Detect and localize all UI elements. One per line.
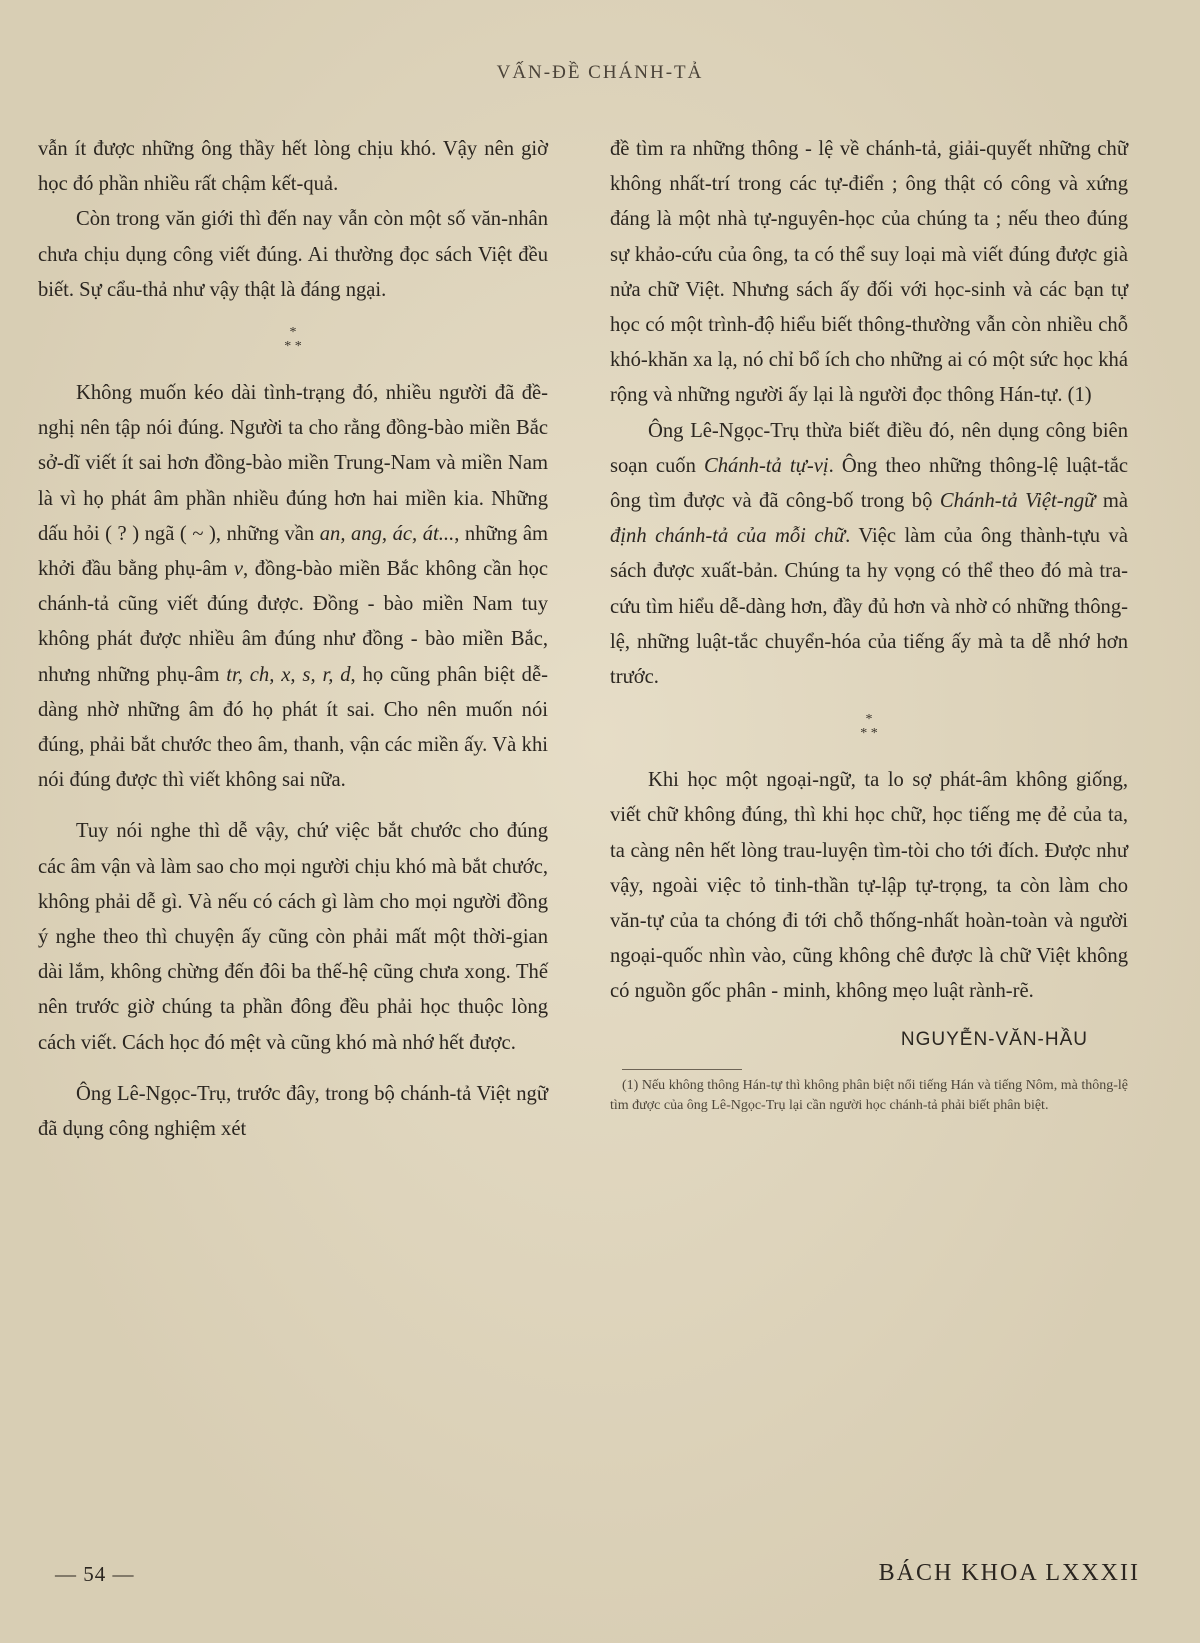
book-title: Chánh-tả tự-vị xyxy=(704,454,829,477)
author-signature: NGUYỄN-VĂN-HẦU xyxy=(900,1028,1088,1050)
footnote: (1) Nếu không thông Hán-tự thì không phân biệt nổi tiếng Hán và tiếng Nôm, mà thông-lệ tìm được của ông Lê-Ngọc-Trụ lại cần người học chánh-tả phải biết phân biệt. xyxy=(610,1077,1128,1113)
running-title: VẤN-ĐỀ CHÁNH-TẢ xyxy=(496,62,704,83)
paragraph: Khi học một ngoại-ngữ, ta lo sợ phát-âm không giống, viết chữ không đúng, thì khi học chữ, học tiếng mẹ đẻ của ta, ta càng nên hết lòng trau-luyện tìm-tòi cho tới đích. Được như vậy, ngoài việc tỏ tinh-thần tự-lập tự-trọng, ta còn làm cho văn-tự của ta chóng đi tới chỗ thống-nhất hoàn-toàn và người ngoại-quốc nhìn vào, cũng không chê được là chữ Việt không có nguồn gốc phân - minh, không mẹo luật rành-rẽ. xyxy=(610,769,1128,1003)
right-column xyxy=(610,132,1128,1116)
section-divider: * * * xyxy=(860,712,878,742)
paragraph: Không muốn kéo dài tình-trạng đó, nhiều người đã đề-nghị nên tập nói đúng. Người ta cho rằng đồng-bào miền Bắc sở-dĩ viết ít sai hơn đồng-bào miền Trung-Nam và miền Nam là vì họ phát âm phần nhiều đúng hơn hai miền kia. Những dấu hỏi ( ? ) ngã ( ~ ), những vần an, ang, ác, át..., những âm khởi đầu bằng phụ-âm v, đồng-bào miền Bắc không cần học chánh-tả cũng viết đúng được. Đồng - bào miền Nam tuy không phát được nhiều âm đúng như đồng - bào miền Bắc, nhưng những phụ-âm tr, ch, x, s, r, d, họ cũng phân biệt dễ-dàng nhờ những âm đó họ phát ít sai. Cho nên muốn nói đúng, phải bắt chước theo âm, thanh, vận các miền ấy. Và khi nói đúng được thì viết không sai nữa. xyxy=(38,382,548,792)
paragraph: Tuy nói nghe thì dễ vậy, chứ việc bắt chước cho đúng các âm vận và làm sao cho mọi người chịu khó mà bắt chước, không phải dễ gì. Và nếu có cách gì làm cho mọi người đồng ý nghe theo thì chuyện ấy cũng còn phải mất một thời-gian dài lắm, không chừng đến đôi ba thế-hệ cũng chưa xong. Thế nên trước giờ chúng ta phần đông đều phải học thuộc lòng cách viết. Cách học đó mệt và cũng khó mà nhớ hết được. xyxy=(38,820,548,1054)
paragraph: Ông Lê-Ngọc-Trụ, trước đây, trong bộ chánh-tả Việt ngữ đã dụng công nghiệm xét xyxy=(38,1082,548,1141)
paragraph: đề tìm ra những thông - lệ về chánh-tả, giải-quyết những chữ không nhất-trí trong các tự-điển ; ông thật có công và xứng đáng là một nhà tự-nguyên-học của chúng ta ; nếu theo đúng sự khảo-cứu của ông, ta có thể suy loại mà viết đúng được già nửa chữ Việt. Nhưng sách ấy đối với học-sinh và các bạn tự học có một trình-độ hiểu biết thông-thường vẫn còn nhiều chỗ khó-khăn xa lạ, nó chỉ bổ ích cho những ai có một sức học khá rộng và những người ấy lại là người đọc thông Hán-tự. (1) xyxy=(610,138,1128,407)
footnote-rule xyxy=(622,1069,742,1070)
paragraph: vẫn ít được những ông thầy hết lòng chịu khó. Vậy nên giờ học đó phần nhiều rất chậm kết-quả. xyxy=(38,138,548,196)
section-divider: * * * xyxy=(284,325,302,355)
journal-issue: BÁCH KHOA LXXXII xyxy=(878,1560,1140,1586)
page-number: — 54 — xyxy=(55,1562,135,1586)
paragraph: Còn trong văn giới thì đến nay vẫn còn một số văn-nhân chưa chịu dụng công viết đúng. Ai thường đọc sách Việt đều biết. Sự cẩu-thả như vậy thật là đáng ngại. xyxy=(38,208,548,301)
paragraph: Ông Lê-Ngọc-Trụ thừa biết điều đó, nên dụng công biên soạn cuốn Chánh-tả tự-vị. Ông theo những thông-lệ luật-tắc ông tìm được và đã công-bố trong bộ Chánh-tả Việt-ngữ mà định chánh-tả của mỗi chữ. Việc làm của ông thành-tựu và sách được xuất-bản. Chúng ta hy vọng có thể theo đó mà tra-cứu tìm hiểu dễ-dàng hơn, đầy đủ hơn và nhờ có những thông-lệ, những luật-tắc chuyển-hóa của tiếng ấy mà ta dễ nhớ hơn trước. xyxy=(610,419,1128,689)
book-title: Chánh-tả Việt-ngữ xyxy=(939,490,1096,513)
left-column xyxy=(38,132,548,1147)
